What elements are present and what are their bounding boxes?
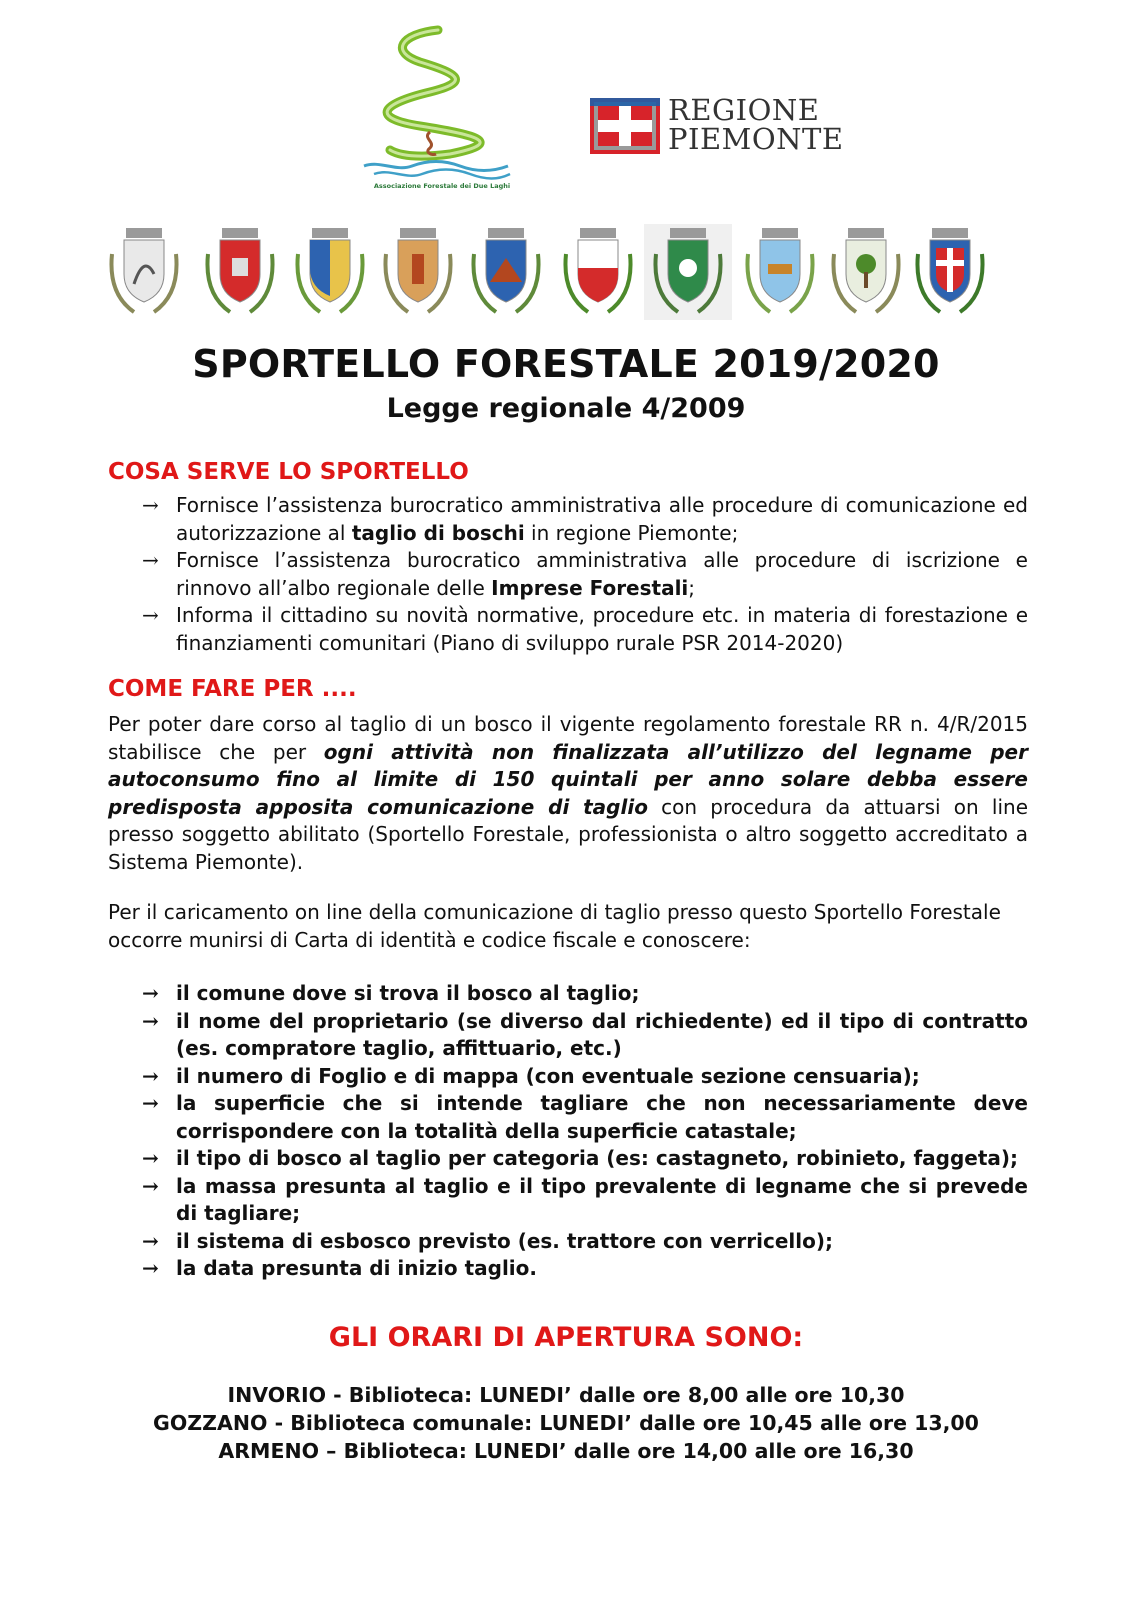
requirements-list-item: → il numero di Foglio e di mappa (con eventuale sezione censuaria); bbox=[108, 1063, 1028, 1091]
opening-hours-heading: GLI ORARI DI APERTURA SONO: bbox=[328, 1322, 804, 1353]
arrow-icon: → bbox=[142, 1228, 159, 1253]
requirements-list-item: → il sistema di esbosco previsto (es. trattore con verricello); bbox=[108, 1228, 1028, 1256]
services-list-item: → Fornisce l’assistenza burocratico amministrativa alle procedure di iscrizione e rinnovo all’albo regionale delle Imprese Forestali; bbox=[142, 548, 1028, 600]
requirements-list-item: → il comune dove si trova il bosco al taglio; bbox=[108, 980, 1028, 1008]
services-list-item: → Informa il cittadino su novità normative, procedure etc. in materia di forestazione e finanziamenti comunitari (Piano di sviluppo rurale PSR 2014-2020) bbox=[142, 603, 1028, 655]
regione-line-1: REGIONE bbox=[668, 93, 820, 127]
services-list-item: → Fornisce l’assistenza burocratico amministrativa alle procedure di comunicazione ed autorizzazione al taglio di boschi in regione Piemonte; bbox=[142, 493, 1028, 545]
requirements-list-item: → il tipo di bosco al taglio per categoria (es: castagneto, robinieto, faggeta); bbox=[108, 1145, 1028, 1173]
arrow-icon: → bbox=[142, 1091, 159, 1115]
association-logo-caption: Associazione Forestale dei Due Laghi bbox=[373, 182, 511, 190]
requirements-list-item: → la data presunta di inizio taglio. bbox=[108, 1255, 1028, 1283]
crest-8-icon bbox=[747, 228, 812, 312]
crest-6-icon bbox=[565, 228, 630, 312]
procedure-paragraph: Per poter dare corso al taglio di un bosco il vigente regolamento forestale RR n. 4/R/2015 stabilisce che per ogni attività non finalizzata all’utilizzo del legname per autoconsumo fino al limite di 150 quintali per anno solare debba essere predisposta apposita comunicazione di taglio con procedura da attuarsi on line presso soggetto abilitato (Sportello Forestale, professionista o altro soggetto accreditato a Sistema Piemonte). bbox=[108, 712, 1028, 874]
page-subtitle: Legge regionale 4/2009 bbox=[386, 393, 746, 424]
services-list bbox=[108, 492, 1028, 657]
regione-flag-icon bbox=[590, 98, 660, 154]
arrow-icon: → bbox=[142, 1146, 159, 1170]
crest-5-icon bbox=[473, 228, 538, 312]
regione-line-2: PIEMONTE bbox=[668, 122, 844, 156]
requirements-list bbox=[108, 980, 1028, 1283]
regione-piemonte-logo bbox=[590, 93, 844, 160]
association-logo bbox=[360, 22, 520, 200]
arrow-icon: → bbox=[142, 493, 159, 517]
arrow-icon: → bbox=[142, 603, 159, 627]
opening-hours-line: INVORIO - Biblioteca: LUNEDI’ dalle ore 8,00 alle ore 10,30 bbox=[227, 1383, 905, 1407]
crest-10-icon bbox=[917, 228, 982, 312]
arrow-icon: → bbox=[142, 1063, 159, 1088]
crest-1-icon bbox=[111, 228, 176, 312]
arrow-icon: → bbox=[142, 1008, 159, 1033]
requirements-list-item: → la superficie che si intende tagliare che non necessariamente deve corrispondere con la totalità della superficie catastale; bbox=[142, 1091, 1028, 1143]
municipal-crests-row bbox=[104, 224, 1004, 320]
regione-wordmark bbox=[668, 93, 844, 156]
association-logo-graphic bbox=[360, 22, 520, 200]
opening-hours-list bbox=[0, 1381, 1132, 1465]
page-title: SPORTELLO FORESTALE 2019/2020 bbox=[192, 342, 940, 386]
section-heading-cosa-serve: COSA SERVE LO SPORTELLO bbox=[108, 459, 469, 485]
arrow-icon: → bbox=[142, 1173, 159, 1198]
requirements-list-item: → il nome del proprietario (se diverso dal richiedente) ed il tipo di contratto (es. compratore taglio, affittuario, etc.) bbox=[142, 1008, 1028, 1060]
arrow-icon: → bbox=[142, 1256, 159, 1280]
requirements-intro: Per il caricamento on line della comunicazione di taglio presso questo Sportello Forestale occorre munirsi di Carta di identità e codice fiscale e conoscere: bbox=[108, 900, 1001, 952]
opening-hours-line: ARMENO – Biblioteca: LUNEDI’ dalle ore 14,00 alle ore 16,30 bbox=[218, 1439, 914, 1463]
crest-7-icon bbox=[644, 224, 732, 320]
crest-2-icon bbox=[207, 228, 272, 312]
crest-3-icon bbox=[297, 228, 362, 312]
crest-4-icon bbox=[385, 228, 450, 312]
opening-hours-line: GOZZANO - Biblioteca comunale: LUNEDI’ dalle ore 10,45 alle ore 13,00 bbox=[153, 1411, 979, 1435]
requirements-list-item: → la massa presunta al taglio e il tipo prevalente di legname che si prevede di tagliare; bbox=[142, 1173, 1028, 1225]
arrow-icon: → bbox=[142, 548, 159, 572]
municipal-crests-graphic bbox=[104, 224, 1004, 320]
crest-9-icon bbox=[833, 228, 898, 312]
arrow-icon: → bbox=[142, 981, 159, 1005]
section-heading-come-fare: COME FARE PER .... bbox=[108, 676, 357, 702]
